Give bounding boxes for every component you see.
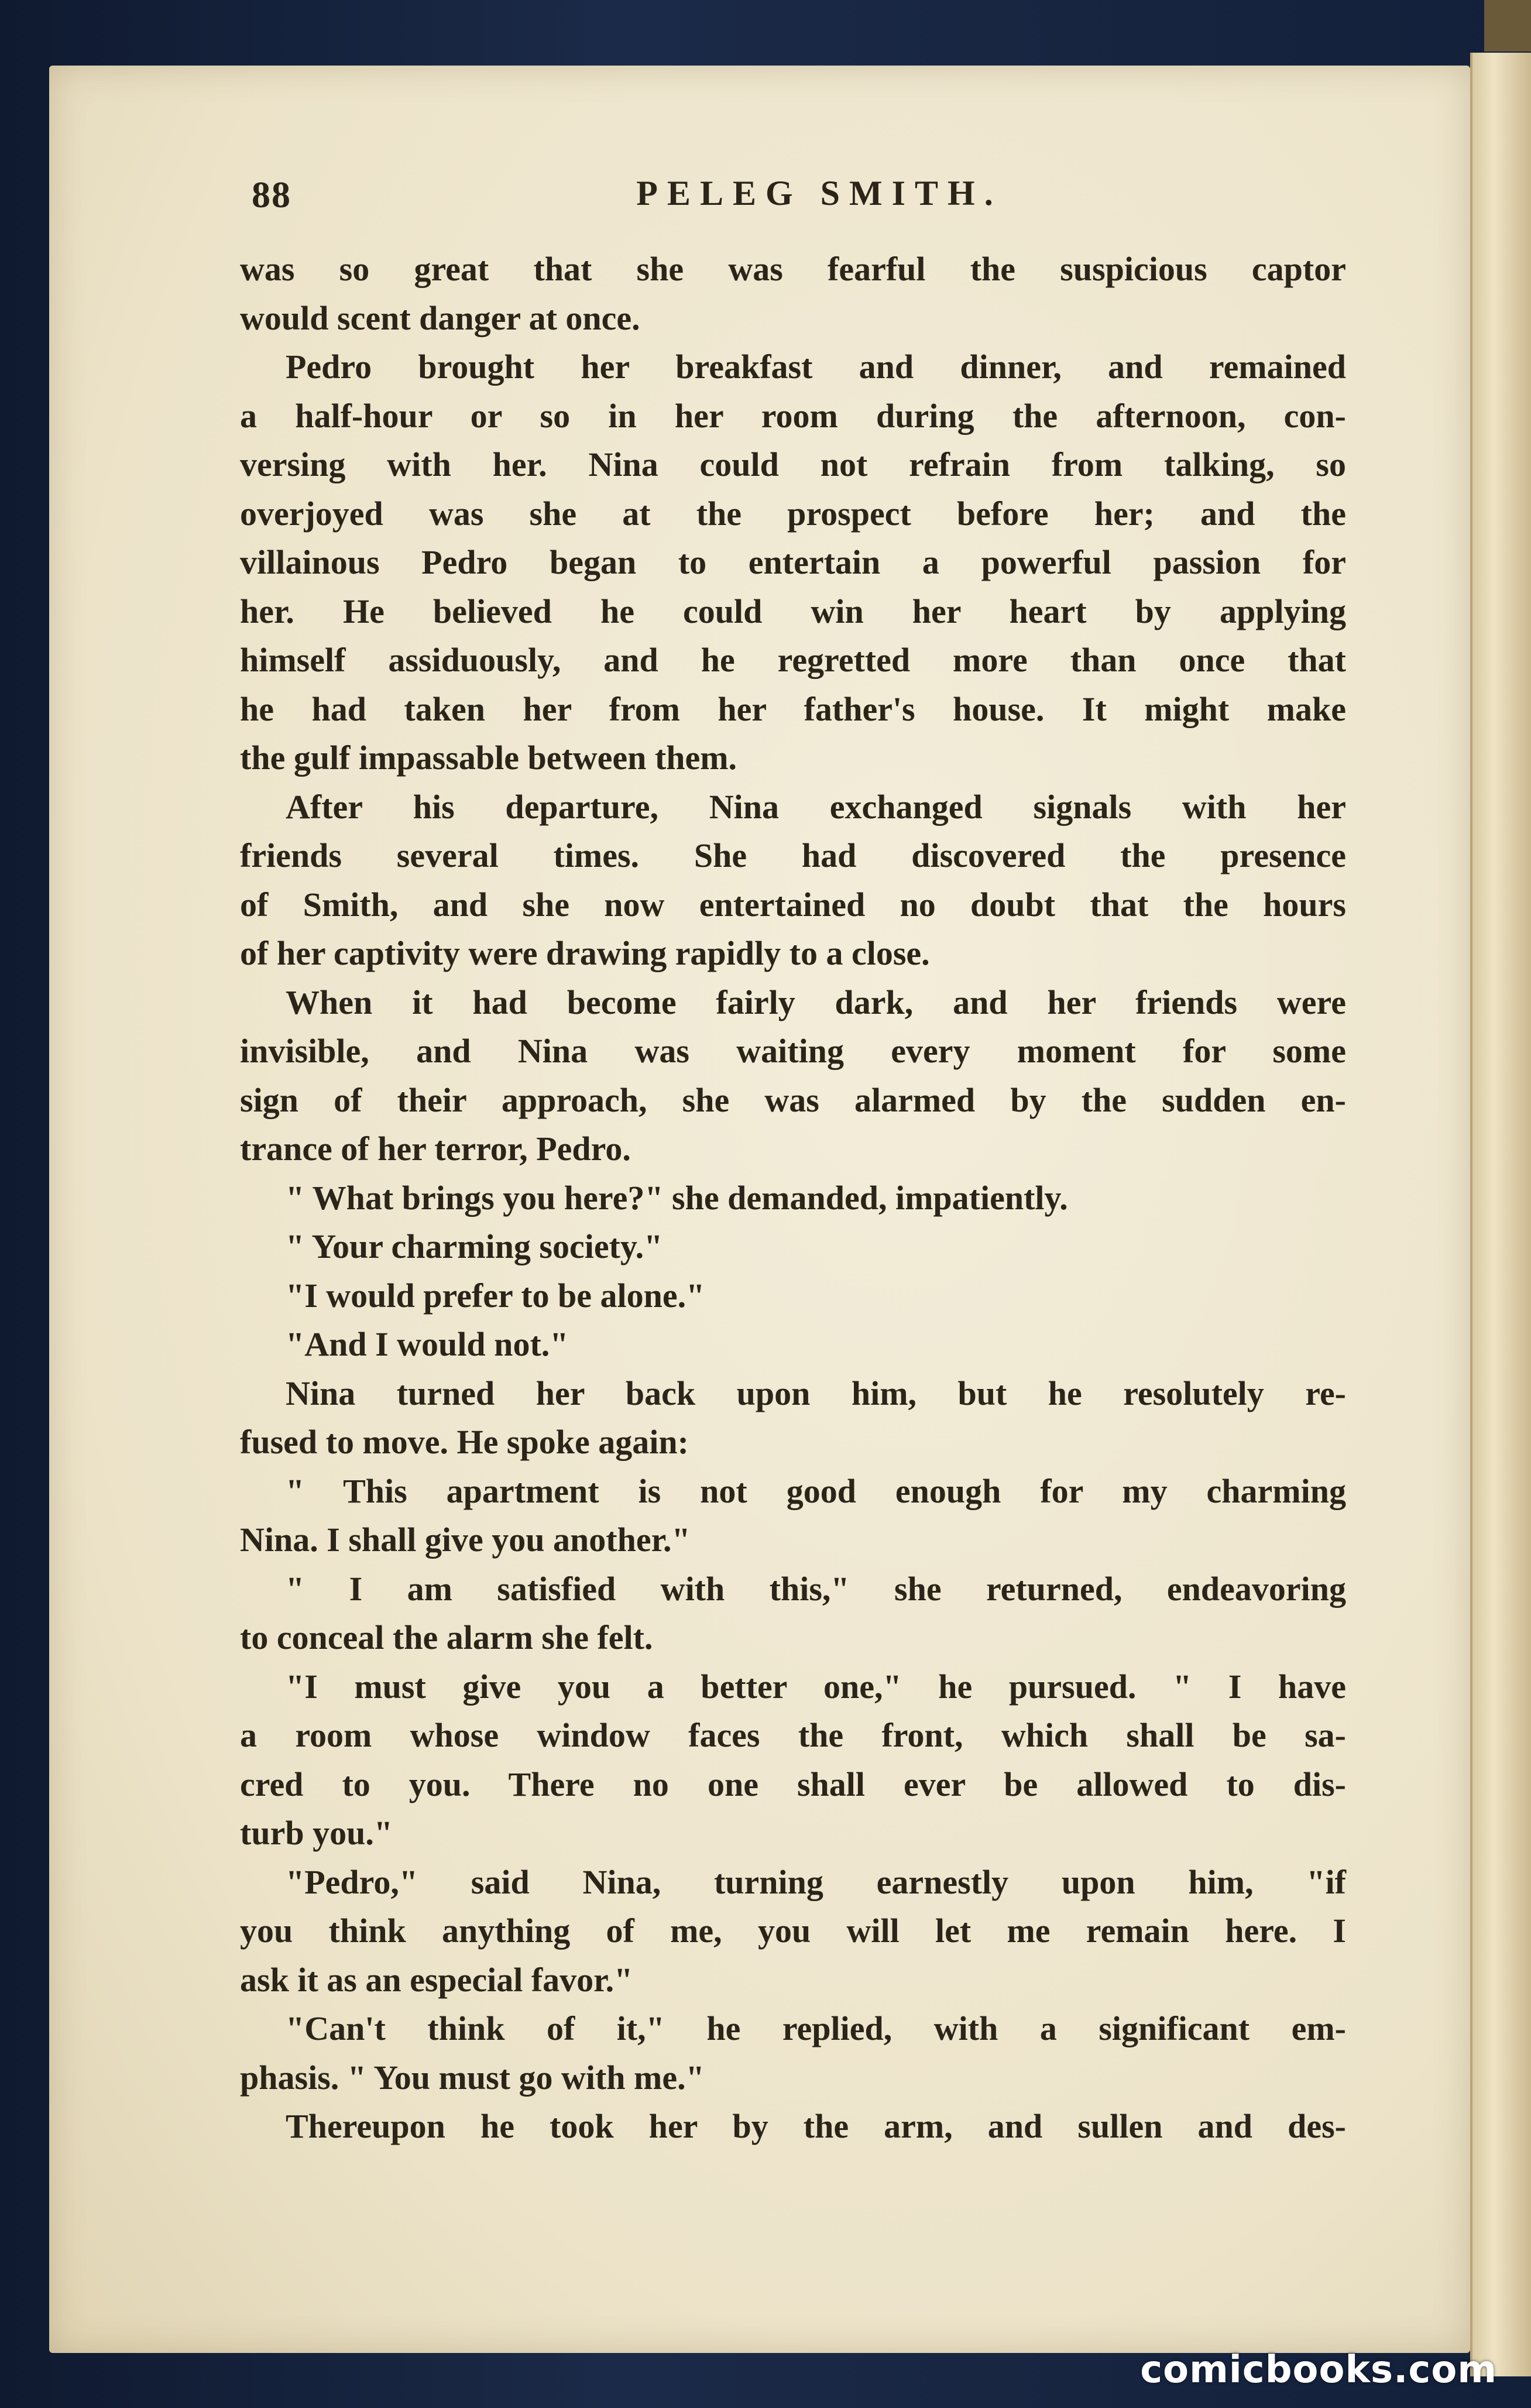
text-line: invisible, and Nina was waiting every moment for some	[240, 1032, 1346, 1070]
text-line: "Can't think of it," he replied, with a significant em-	[286, 2009, 1346, 2047]
text-line: ask it as an especial favor."	[240, 1960, 633, 1999]
body-text	[240, 245, 1346, 2151]
text-line: " I am satisfied with this," she returned, endeavoring	[286, 1569, 1346, 1608]
text-line: was so great that she was fearful the suspicious captor	[240, 250, 1346, 288]
text-line: to conceal the alarm she felt.	[240, 1618, 653, 1656]
text-line: " What brings you here?" she demanded, impatiently.	[286, 1178, 1068, 1217]
text-line: a half-hour or so in her room during the afternoon, con-	[240, 396, 1346, 435]
text-line: sign of their approach, she was alarmed by the sudden en-	[240, 1080, 1346, 1119]
page-number: 88	[252, 174, 291, 215]
text-line: " This apartment is not good enough for my charming	[286, 1471, 1346, 1510]
text-line: Thereupon he took her by the arm, and sullen and des-	[286, 2107, 1346, 2145]
site-watermark: comicbooks.com	[1140, 2348, 1497, 2392]
text-line: " Your charming society."	[286, 1227, 663, 1265]
text-line: overjoyed was she at the prospect before her; and the	[240, 494, 1346, 533]
text-line: cred to you. There no one shall ever be allowed to dis-	[240, 1765, 1346, 1803]
page-header	[252, 173, 1387, 232]
text-line: would scent danger at once.	[240, 299, 640, 337]
text-line: "And I would not."	[286, 1325, 569, 1363]
text-line: of Smith, and she now entertained no doubt that the hours	[240, 885, 1346, 924]
text-line: When it had become fairly dark, and her friends were	[286, 983, 1346, 1021]
text-line: you think anything of me, you will let me remain here. I	[240, 1912, 1346, 1950]
text-line: Pedro brought her breakfast and dinner, and remained	[286, 348, 1346, 386]
book-spine	[1470, 53, 1531, 2376]
text-line: "Pedro," said Nina, turning earnestly upon him, "if	[286, 1862, 1346, 1901]
text-line: "I would prefer to be alone."	[286, 1276, 705, 1315]
text-line: of her captivity were drawing rapidly to a close.	[240, 934, 930, 972]
text-line: fused to move. He spoke again:	[240, 1423, 689, 1461]
text-line: her. He believed he could win her heart by applying	[240, 592, 1346, 630]
text-line: phasis. " You must go with me."	[240, 2058, 705, 2097]
text-line: the gulf impassable between them.	[240, 739, 737, 777]
text-line: friends several times. She had discovered the presence	[240, 836, 1346, 874]
text-line: he had taken her from her father's house. It might make	[240, 690, 1346, 728]
text-line: villainous Pedro began to entertain a powerful passion for	[240, 543, 1346, 581]
text-line: "I must give you a better one," he pursued. " I have	[286, 1667, 1346, 1706]
text-line: trance of her terror, Pedro.	[240, 1130, 631, 1168]
book-spine-top	[1484, 0, 1531, 52]
text-line: himself assiduously, and he regretted more than once that	[240, 641, 1346, 679]
text-line: versing with her. Nina could not refrain from talking, so	[240, 445, 1346, 483]
running-head: PELEG SMITH.	[636, 174, 1003, 212]
text-line: After his departure, Nina exchanged signals with her	[286, 787, 1346, 826]
text-line: Nina. I shall give you another."	[240, 1521, 691, 1559]
text-line: Nina turned her back upon him, but he resolutely re-	[286, 1374, 1346, 1412]
text-line: turb you."	[240, 1814, 393, 1852]
text-line: a room whose window faces the front, which shall be sa-	[240, 1716, 1346, 1754]
